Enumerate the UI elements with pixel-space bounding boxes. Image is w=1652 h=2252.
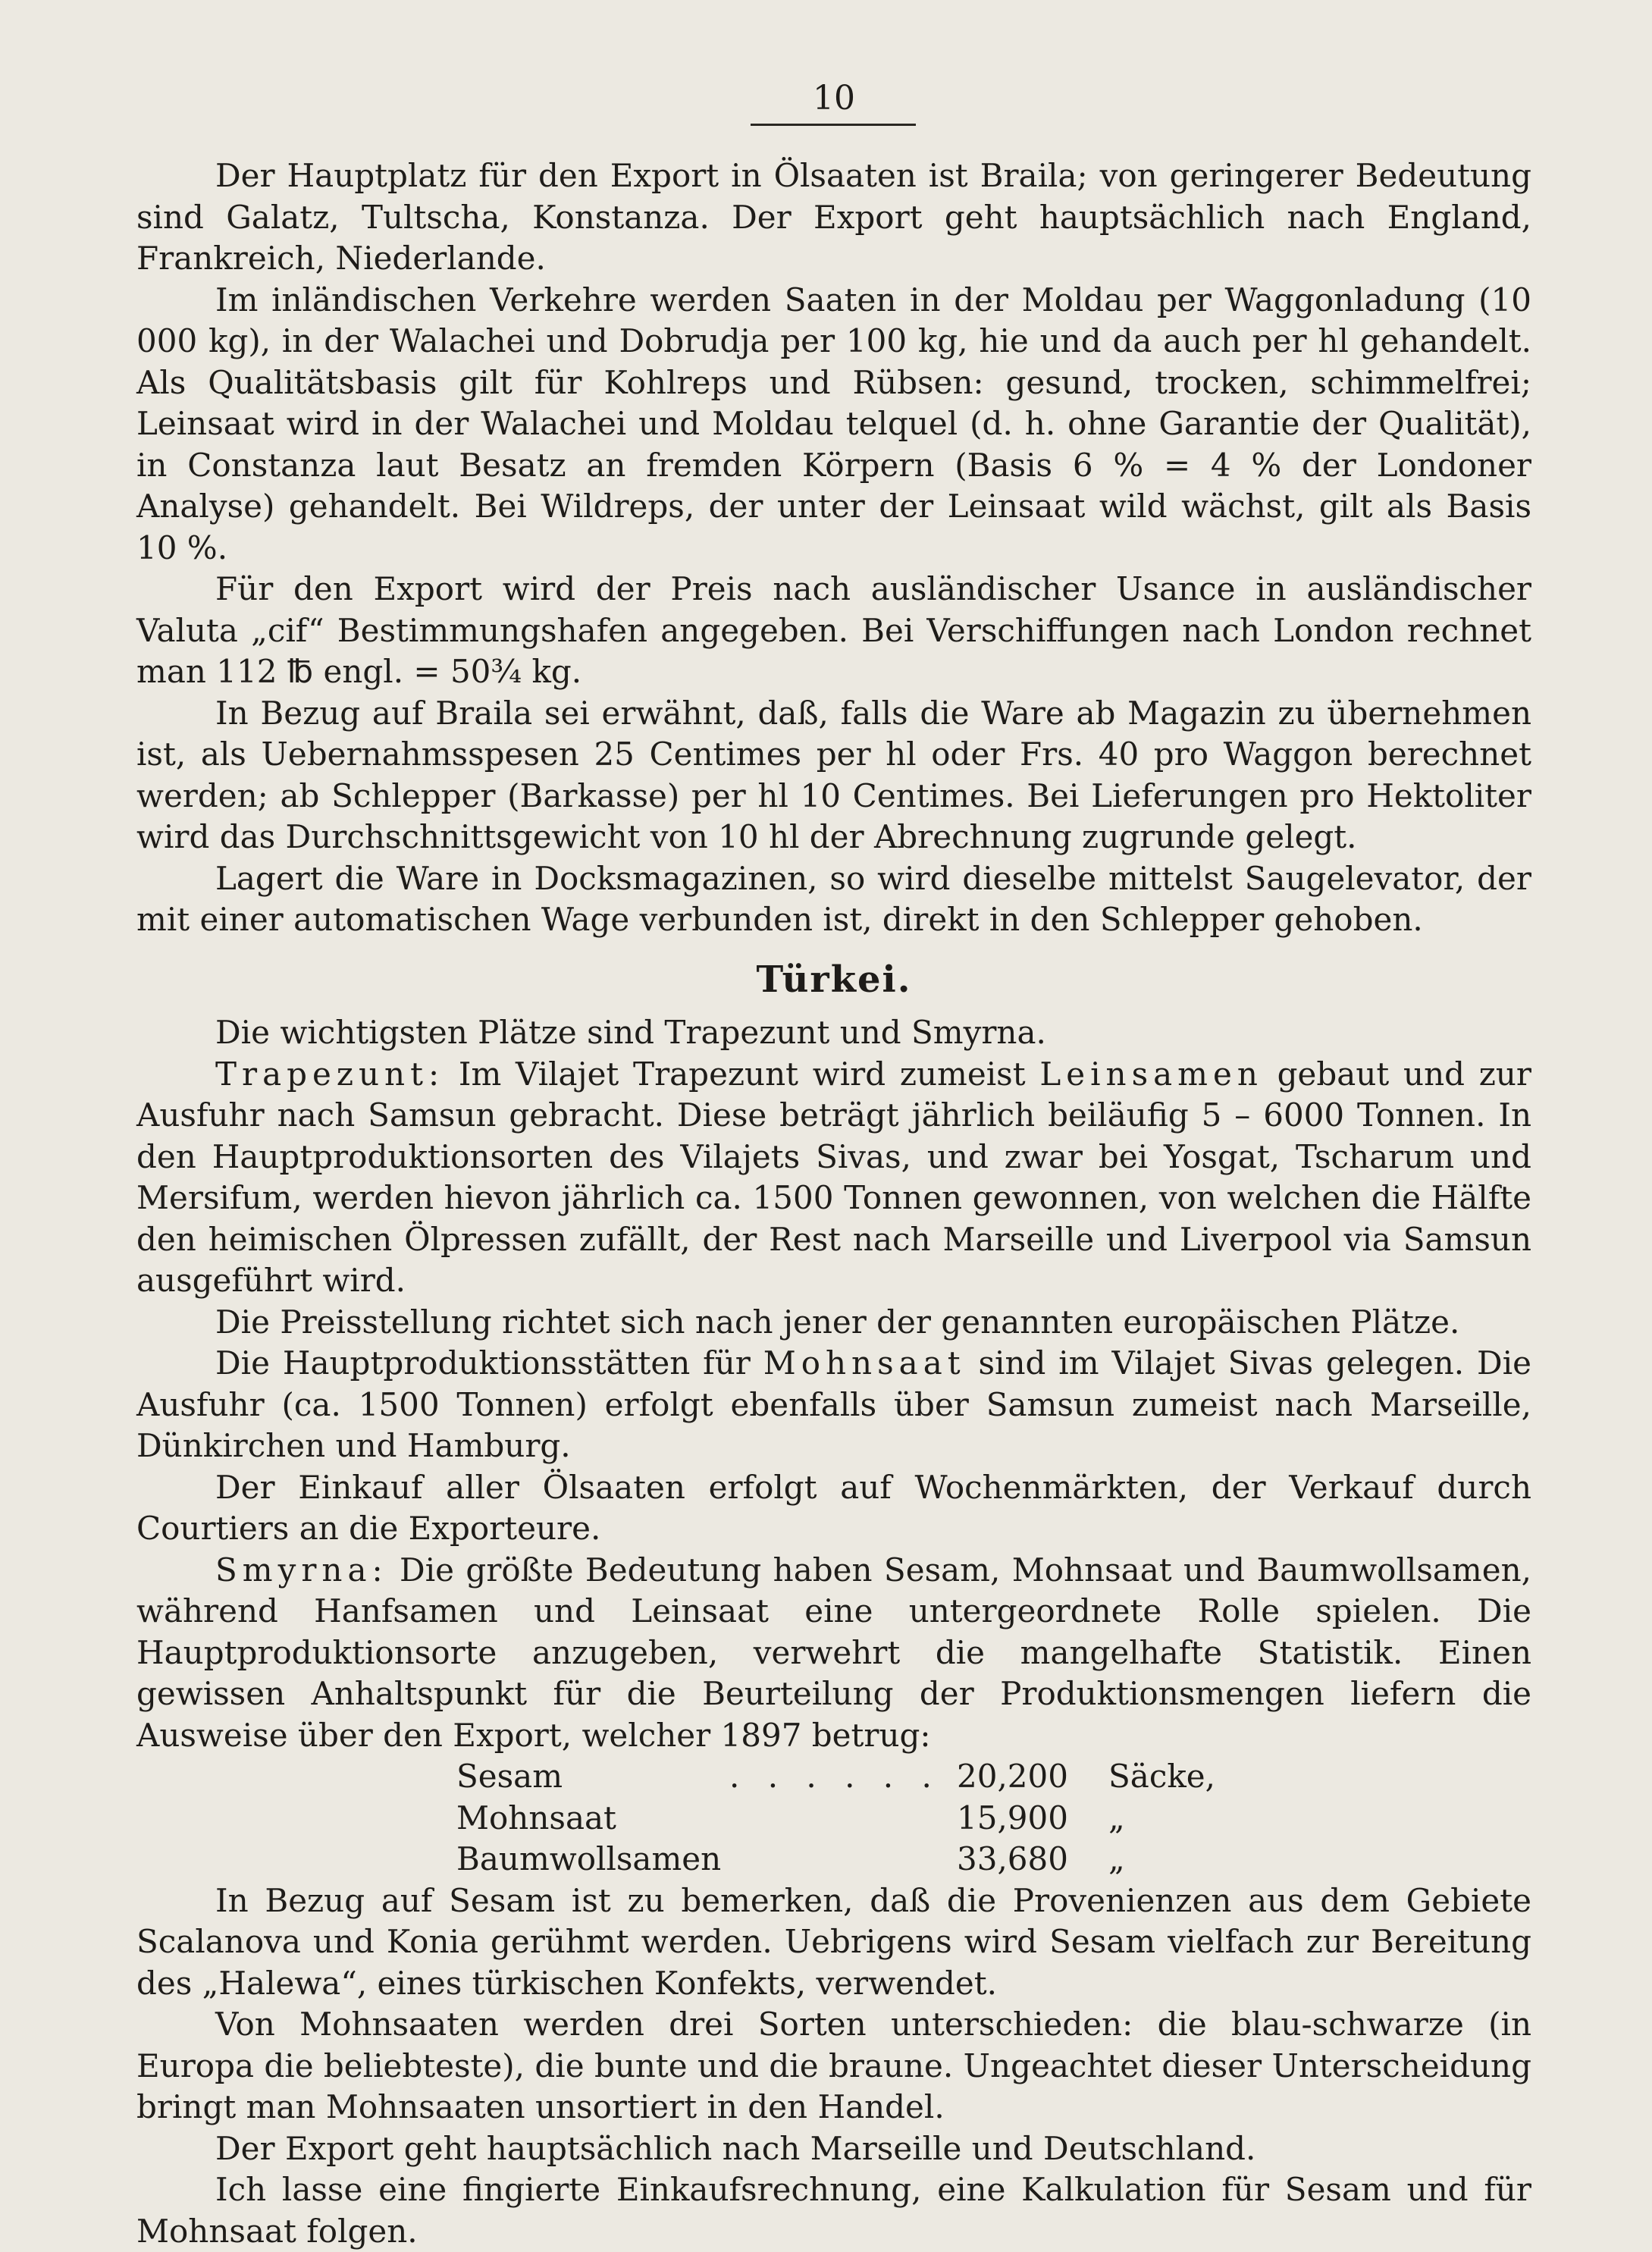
export-item-name: Baumwollsamen [456,1840,722,1877]
export-item-dots: . . . . . . [729,1758,941,1795]
paragraph-export-hub: Der Hauptplatz für den Export in Ölsaaten ist Braila; von geringerer Bedeutung sind Galatz, Tultscha, Konstanza. Der Export geht hauptsächlich nach England, Frankreich, Niederlande. [136,157,1531,277]
export-item-name: Sesam [456,1758,563,1795]
paragraph-turkey-intro: Die wichtigsten Plätze sind Trapezunt und Smyrna. [215,1014,1046,1051]
export-item-name: Mohnsaat [456,1799,616,1836]
paragraph-braila-fees: In Bezug auf Braila sei erwähnt, daß, falls die Ware ab Magazin zu übernehmen ist, als Uebernahmsspesen 25 Centimes per hl oder Frs. 40 pro Waggon berechnet werden; ab Schlepper (Barkasse) per hl 10 Centimes. Bei Lieferungen pro Hektoliter wird das Durchschnittsgewicht von 10 hl der Abrechnung zugrunde gelegt. [136,694,1531,855]
paragraph-export-destinations: Der Export geht hauptsächlich nach Marseille und Deutschland. [215,2129,1256,2167]
paragraph-sesam-note: In Bezug auf Sesam ist zu bemerken, daß die Provenienzen aus dem Gebiete Scalanova und Konia gerühmt werden. Uebrigens wird Sesam vielfach zur Bereitung des „Halewa“, eines türkischen Konfekts, verwendet. [136,1881,1531,2002]
paragraph-closing: Ich lasse eine fingierte Einkaufsrechnung, eine Kalkulation für Sesam und für Mohnsaat folgen. [136,2171,1531,2250]
table-row [456,1839,1531,1880]
export-item-unit: „ [1108,1799,1125,1836]
export-item-unit: Säcke, [1108,1758,1215,1795]
body-text [136,155,1531,2252]
paragraph-smyrna [136,1550,1531,1757]
trapezunt-emph: Leinsamen [1039,1055,1263,1093]
paragraph-trapezunt [136,1054,1531,1302]
header-rule [751,124,916,126]
paragraph-price-setting: Die Preisstellung richtet sich nach jener der genannten europäischen Plätze. [215,1303,1460,1341]
export-item-value: 20,200 [957,1758,1068,1795]
mohn-emph: Mohnsaat [763,1344,966,1382]
smyrna-text: Die größte Bedeutung haben Sesam, Mohnsaat und Baumwollsamen, während Hanfsamen und Leinsaat eine untergeordnete Rolle spielen. Die Hauptproduktionsorte anzugeben, verwehrt die mangelhafte Statistik. Einen gewissen Anhaltspunkt für die Beurteilung der Produktionsmengen liefern die Ausweise über den Export, welcher 1897 betrug: [136,1551,1531,1754]
paragraph-docks: Lagert die Ware in Docksmagazinen, so wird dieselbe mittelst Saugelevator, der mit einer automatischen Wage verbunden ist, direkt in den Schlepper gehoben. [136,859,1531,938]
trapezunt-text-pre: Im Vilajet Trapezunt wird zumeist [444,1055,1040,1093]
trapezunt-text-post: gebaut und zur Ausfuhr nach Samsun gebracht. Diese beträgt jährlich beiläufig 5 – 6000 Tonnen. In den Hauptproduktionsorten des Vilajets Sivas, und zwar bei Yosgat, Tscharum und Mersifum, werden hievon jährlich ca. 1500 Tonnen gewonnen, von welchen die Hälfte den heimischen Ölpressen zufällt, der Rest nach Marseille und Liverpool via Samsun ausgeführt wird. [136,1055,1532,1299]
section-heading-turkey: Türkei. [756,958,912,1001]
export-table [456,1756,1531,1880]
table-row [456,1756,1531,1798]
export-item-unit: „ [1108,1840,1125,1877]
paragraph-einkauf: Der Einkauf aller Ölsaaten erfolgt auf Wochenmärkten, der Verkauf durch Courtiers an die Exporteure. [136,1468,1531,1547]
paragraph-mohn-sorts: Von Mohnsaaten werden drei Sorten unterschieden: die blau-schwarze (in Europa die beliebteste), die bunte und die braune. Ungeachtet dieser Unterscheidung bringt man Mohnsaaten unsortiert in den Handel. [136,2006,1531,2125]
page-number: 10 [813,79,855,118]
paragraph-domestic-trade: Im inländischen Verkehre werden Saaten in der Moldau per Waggonladung (10 000 kg), in der Walachei und Dobrudja per 100 kg, hie und da auch per hl gehandelt. Als Qualitätsbasis gilt für Kohlreps und Rübsen: gesund, trocken, schimmelfrei; Leinsaat wird in der Walachei und Moldau telquel (d. h. ohne Garantie der Qualität), in Constanza laut Besatz an fremden Körpern (Basis 6 % = 4 % der Londoner Analyse) gehandelt. Bei Wildreps, der unter der Leinsaat wild wächst, gilt als Basis 10 %. [136,281,1531,566]
export-item-value: 15,900 [957,1799,1068,1836]
smyrna-label: Smyrna: [215,1551,388,1589]
paragraph-export-price: Für den Export wird der Preis nach ausländischer Usance in ausländischer Valuta „cif“ Bestimmungshafen angegeben. Bei Verschiffungen nach London rechnet man 112 ℔ engl. = 50¾ kg. [136,570,1531,690]
export-item-value: 33,680 [957,1840,1068,1877]
mohn-text-pre: Die Hauptproduktionsstätten für [215,1344,763,1382]
mohn-text-post: sind im Vilajet Sivas gelegen. Die Ausfuhr (ca. 1500 Tonnen) erfolgt ebenfalls über Samsun zumeist nach Marseille, Dünkirchen und Hamburg. [136,1344,1531,1464]
table-row [456,1798,1531,1840]
paragraph-mohnsaat [136,1343,1531,1467]
trapezunt-label: Trapezunt: [215,1055,445,1093]
